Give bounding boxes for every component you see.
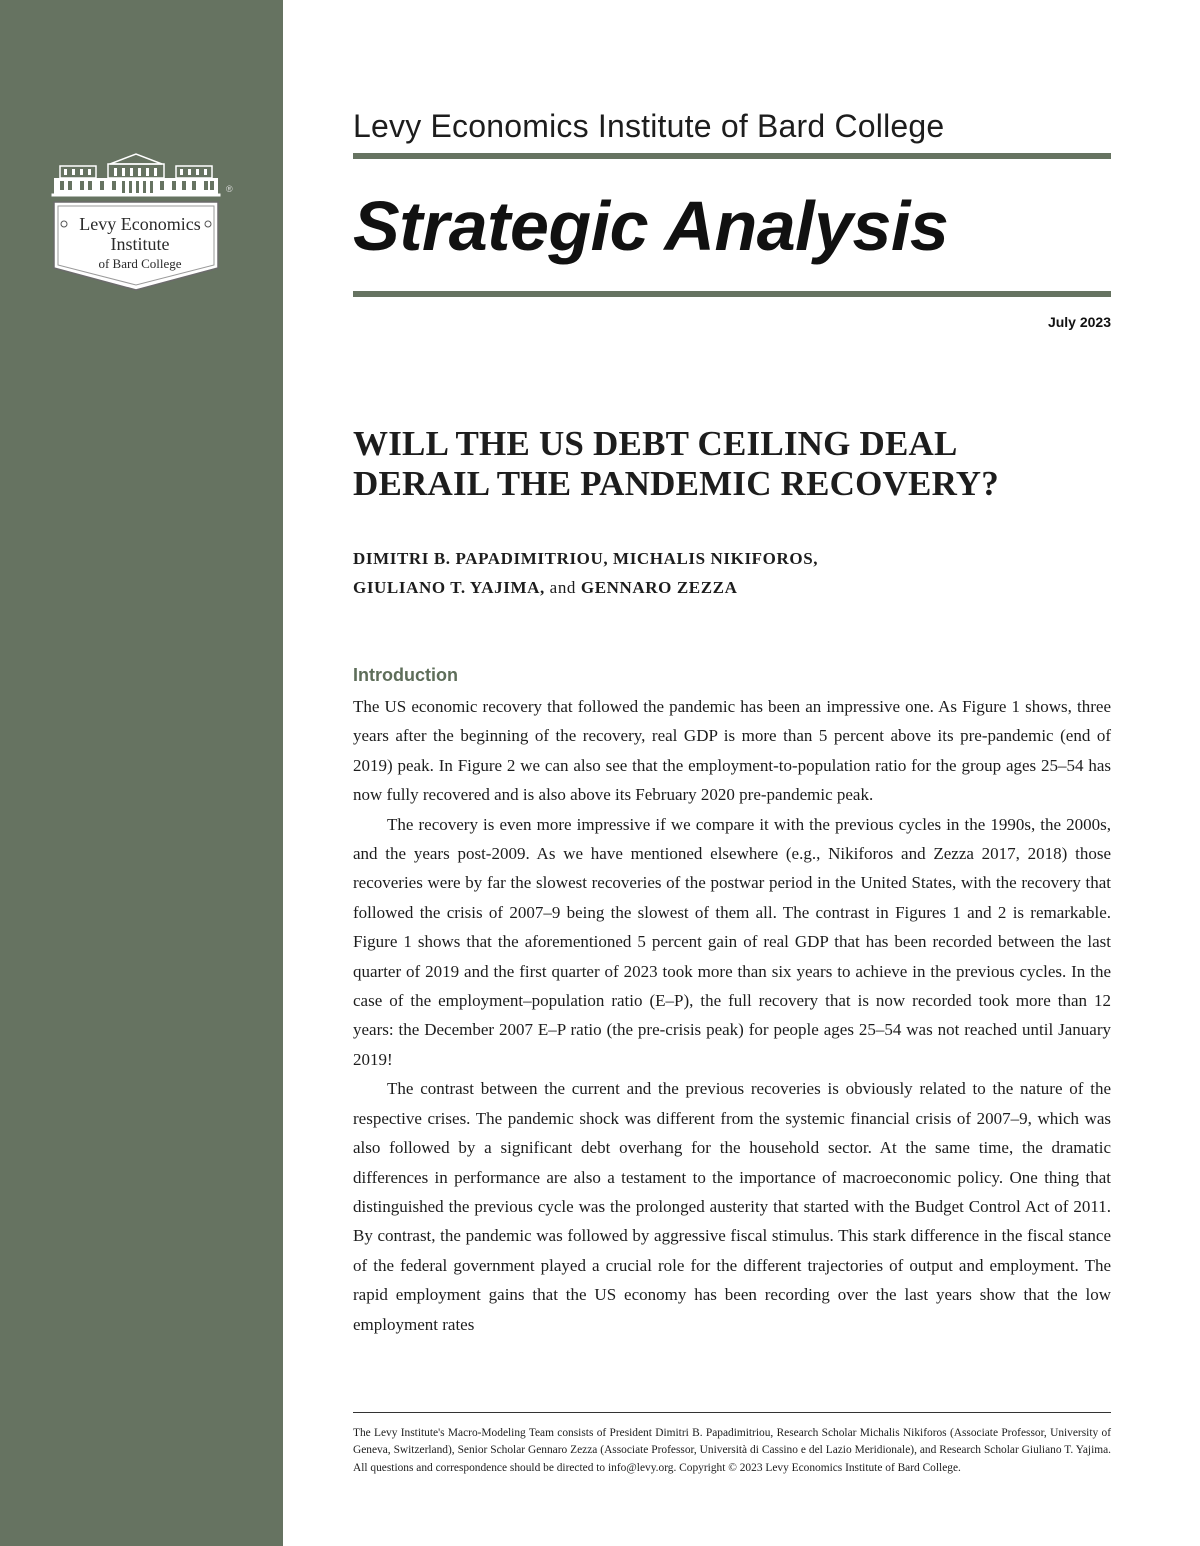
title-line-2: DERAIL THE PANDEMIC RECOVERY? bbox=[353, 464, 999, 503]
title-line-1: WILL THE US DEBT CEILING DEAL bbox=[353, 424, 958, 463]
header-rule-top bbox=[353, 153, 1111, 159]
author-zezza: GENNARO ZEZZA bbox=[580, 578, 738, 597]
paragraph-1: The US economic recovery that followed the pandemic has been an impressive one. As Figure 1 shows, three years after the beginning of the recovery, real GDP is more than 5 percent above its pre-pandemic (end of 2019) peak. In Figure 2 we can also see that the employment-to-population ratio for the group ages 25–54 has now fully recovered and is also above its February 2020 pre-pandemic peak. bbox=[353, 697, 1111, 805]
logo-line1: Levy Economics bbox=[79, 214, 201, 234]
section-heading: Introduction bbox=[353, 665, 458, 685]
authors-line-2 bbox=[353, 573, 1111, 602]
author-yajima: GIULIANO T. YAJIMA, bbox=[353, 578, 545, 597]
authors-line-1: DIMITRI B. PAPADIMITRIOU, MICHALIS NIKIFOROS, bbox=[353, 549, 819, 568]
institute-logo bbox=[50, 150, 240, 300]
footnote-rule bbox=[353, 1412, 1111, 1413]
logo-line3: of Bard College bbox=[98, 256, 182, 271]
logo-line2: Institute bbox=[110, 234, 170, 254]
article-body bbox=[353, 692, 1111, 1339]
authors-and: and bbox=[544, 578, 581, 597]
paragraph-2: The recovery is even more impressive if we compare it with the previous cycles in the 1990s, the 2000s, and the years post-2009. As we have mentioned elsewhere (e.g., Nikiforos and Zezza 2017, 2018) those recoveries were by far the slowest recoveries of the postwar period in the United States, with the recovery that followed the crisis of 2007–9 being the slowest of them all. The contrast in Figures 1 and 2 is remarkable. Figure 1 shows that the aforementioned 5 percent gain of real GDP that has been recorded between the last quarter of 2019 and the first quarter of 2023 took more than six years to achieve in the previous cycles. In the case of the employment–population ratio (E–P), the full recovery that is now recorded took more than 12 years: the December 2007 E–P ratio (the pre-crisis peak) for people ages 25–54 was not reached until January 2019! bbox=[353, 814, 1111, 1069]
institute-name: Levy Economics Institute of Bard College bbox=[353, 108, 945, 144]
footnote: The Levy Institute's Macro-Modeling Team consists of President Dimitri B. Papadimitriou, Research Scholar Michalis Nikiforos (Associate Professor, University of Geneva, Switzerland), Senior Scholar Gennaro Zezza (Associate Professor, Università di Cassino e del Lazio Meridionale), and Research Scholar Giuliano T. Yajima. All questions and correspondence should be directed to info@levy.org. Copyright © 2023 Levy Economics Institute of Bard College. bbox=[353, 1427, 1111, 1474]
publication-date: July 2023 bbox=[1047, 314, 1111, 330]
authors bbox=[353, 544, 1111, 602]
registered-mark: ® bbox=[226, 184, 233, 194]
header-rule-bottom bbox=[353, 291, 1111, 297]
article-title bbox=[353, 424, 1111, 504]
paragraph-3: The contrast between the current and the previous recoveries is obviously related to the nature of the respective crises. The pandemic shock was different from the systemic financial crisis of 2007–9, which was also followed by a significant debt overhang for the household sector. At the same time, the dramatic differences in performance are also a testament to the importance of macroeconomic policy. One thing that distinguished the previous cycle was the prolonged austerity that started with the Budget Control Act of 2011. By contrast, the pandemic was followed by aggressive fiscal stimulus. This stark difference in the fiscal stance of the federal government played a crucial role for the different trajectories of output and employment. The rapid employment gains that the US economy has been recording over the last years show that the low employment rates bbox=[353, 1079, 1111, 1334]
sidebar bbox=[0, 0, 283, 1546]
series-title: Strategic Analysis bbox=[353, 187, 949, 265]
